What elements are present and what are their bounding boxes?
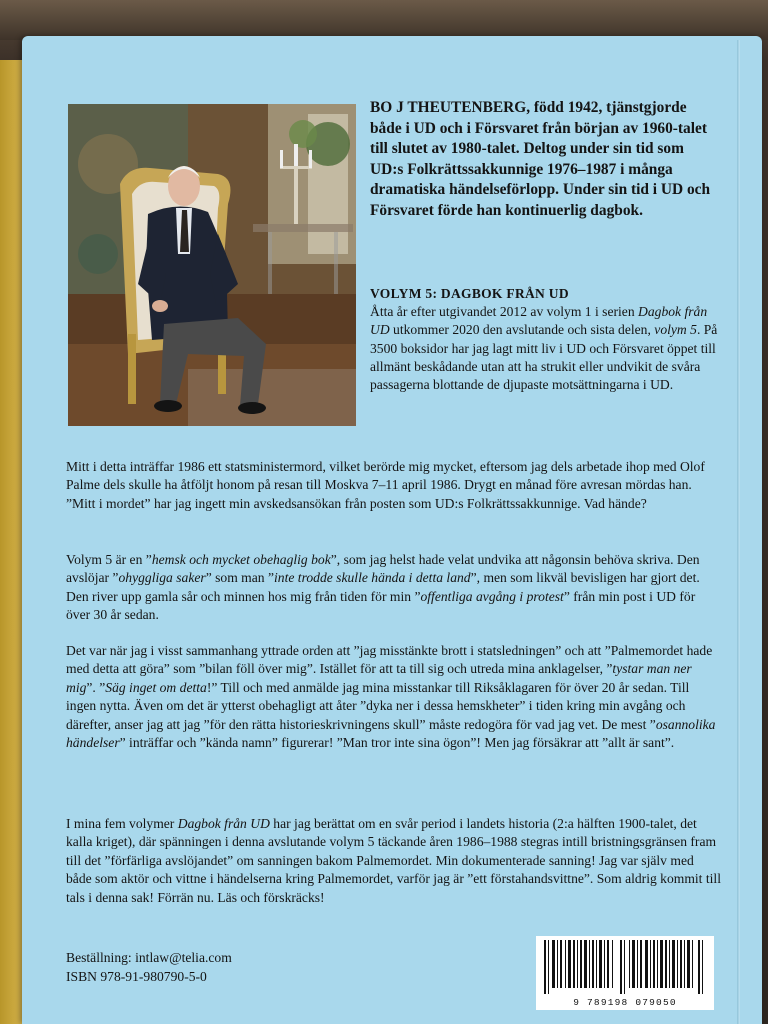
p2-t3: ” som man ” [205, 570, 275, 586]
isbn: ISBN 978-91-980790-5-0 [66, 969, 207, 984]
p2-i4: offentliga avgång i protest [420, 588, 564, 604]
paragraph-horrible-book [66, 551, 722, 625]
barcode-bars [536, 936, 714, 996]
paragraph-suspicion [66, 642, 722, 752]
p3-t4: ” inträffar och ”kända namn” figurerar! ”Man tror inte sina ögon”! Men jag försäkrar att ”allt är sant”. [119, 735, 675, 751]
p2-t2: ”, som jag helst hade velat undvika att någonsin behöva skriva. Den avslöjar ” [66, 552, 700, 586]
author-photo [68, 104, 356, 426]
vol-t3: . På 3500 boksidor har jag lagt mitt liv i UD och Försvaret öppet till allmänt beskådande utan att ha strukit eller undvikit de svåra passagerna blottande de djupaste motsättningarna i UD. [370, 322, 718, 393]
p2-i3: inte trodde skulle hända i detta land [274, 570, 471, 586]
p2-i2: ohyggliga saker [118, 570, 206, 586]
p3-i3: osannolika händelser [66, 716, 716, 751]
p3-t2: ”. ” [86, 679, 106, 695]
p4-i1: Dagbok från UD [177, 816, 270, 831]
p2-t4: ”, men som likväl bevisligen har gjort det. Den river upp gamla sår och minnen hos mig från tiden för min ” [66, 570, 700, 604]
p2-i1: hemsk och mycket obehaglig bok [151, 552, 331, 567]
order-email: Beställning: intlaw@telia.com [66, 950, 232, 965]
series-title: Dagbok från UD [370, 304, 708, 338]
vol-t2: utkommer 2020 den avslutande och sista delen, [389, 322, 655, 338]
vol-t1: Åtta år efter utgivandet 2012 av volym 1 i serien [370, 304, 639, 319]
paragraph-murder: Mitt i detta inträffar 1986 ett statsministermord, vilket berörde mig mycket, eftersom jag dels arbetade ihop med Olof Palme dels skulle ha åtföljt honom på resan till Moskva 7–11 april 1986. Drygt en månad före avresan mördas han. ”Mitt i mordet” har jag ingett min avskedsansökan från posten som UD:s Folkrättssakkunnige. Vad hände? [66, 459, 705, 511]
p2-t1: Volym 5 är en ” [66, 552, 152, 567]
barcode [536, 936, 714, 1010]
p4-t2: har jag berättat om en svår period i landets historia (2:a hälften 1900-talet, det kalla kriget), där spänningen i denna avslutande volym 5 täckande åren 1986–1988 stegras intill bristningsgränsen fram till det ”förfärliga avslöjandet” om sanningen bakom Palmemordet. Min dokumenterade sanning! Jag var själv med både som aktör och vittne i händelserna kring Palmemordet, varför jag är ”ett förstahandsvittne”. Som aldrig kommit till tals i denna sak! Förrän nu. Läs och förskräcks! [66, 816, 721, 905]
background-yellow-book [0, 60, 22, 1024]
background-top [0, 0, 768, 40]
order-info [66, 948, 366, 986]
p3-t3: !” Till och med anmälde jag mina misstankar till Riksåklagaren för över 20 år sedan. Till ingen nytta. Även om det är ytterst obehagligt att åter ”dyka ner i dessa hemskheter” i tiden kring min avgång och därefter, anser jag att jag ”för den rätta historieskrivningens skull” måste redogöra för vad jag vet. De mest ” [66, 679, 690, 732]
p3-t1: Det var när jag i visst sammanhang yttrade orden att ”jag misstänkte brott i statsledningen” och att ”Palmemordet hade med detta att göra” som ”bilan föll över mig”. Istället för att ta till sig och utreda mina anklagelser, ” [66, 643, 713, 677]
barcode-number: 9 789198 079050 [573, 997, 677, 1008]
p4-t1: I mina fem volymer [66, 816, 178, 831]
volume-description [370, 303, 722, 394]
p3-i1: tystar man ner mig [66, 661, 692, 695]
p3-i2: Säg inget om detta [105, 679, 207, 695]
volume-title: VOLYM 5: DAGBOK FRÅN UD [370, 286, 569, 301]
author-bio: BO J THEUTENBERG, född 1942, tjänstgjorde både i UD och i Försvaret från början av 1960-talet till slutet av 1980-talet. Deltog under sin tid som UD:s Folkrättssakkunnige 1976–1987 i många dramatiska händelseförlopp. Under sin tid i UD och Försvaret förde han kontinuerlig dagbok. [370, 99, 711, 219]
book-spine-edge [737, 40, 740, 1024]
volume-label: volym 5 [654, 322, 697, 338]
paragraph-five-volumes [66, 815, 722, 907]
p2-t5: ” från min post i UD för över 30 år sedan. [66, 588, 696, 623]
